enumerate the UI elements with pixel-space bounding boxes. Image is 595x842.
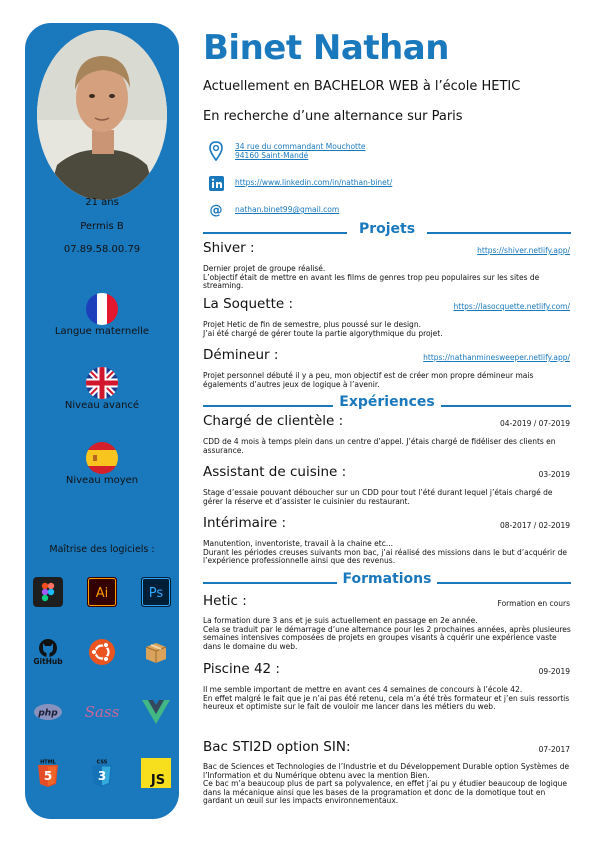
formation-title: Hetic :	[203, 593, 247, 609]
full-name: Binet Nathan	[203, 28, 449, 68]
spain-flag-icon	[86, 442, 118, 474]
email-row	[207, 201, 225, 219]
linkedin-icon	[207, 174, 225, 192]
projects-title: Projets	[358, 221, 416, 237]
project-title: Démineur :	[203, 347, 279, 363]
experience-description: CDD de 4 mois à temps plein dans un centre d’appel. J’étais chargé de fidéliser des clients en assurance.	[203, 437, 556, 455]
photoshop-icon	[141, 577, 171, 607]
current-status: Actuellement en BACHELOR WEB à l’école HETIC	[203, 79, 521, 94]
experiences-title: Expériences	[339, 394, 435, 410]
illustrator-icon	[87, 577, 117, 607]
address-line2[interactable]: 94160 Saint-Mandé	[235, 151, 309, 160]
github-icon	[33, 637, 63, 667]
formation-date: 09-2019	[538, 667, 570, 676]
phone-number: 07.89.58.00.79	[63, 244, 141, 255]
age: 21 ans	[85, 197, 119, 208]
project-description	[203, 321, 572, 338]
project-description	[203, 265, 572, 291]
ubuntu-icon	[87, 637, 117, 667]
project-description-text: Dernier projet de groupe réalisé. L’objectif était de mettre en avant les films de genres trop peu populaires sur les sites de streaming.	[203, 264, 540, 291]
language-level-french: Langue maternelle	[54, 326, 150, 337]
javascript-icon	[141, 758, 171, 788]
language-level-english: Niveau avancé	[64, 400, 140, 411]
experience-date: 04-2019 / 07-2019	[500, 419, 570, 428]
css3-icon	[87, 758, 117, 788]
formation-date: Formation en cours	[497, 599, 570, 608]
project-title: La Soquette :	[203, 296, 294, 312]
formation-title: Bac STI2D option SIN:	[203, 739, 351, 755]
experience-description: Manutention, inventoriste, travail à la chaine etc... Durant les périodes creuses suivants mon bac, j’ai réalisé des missions dans le but d’acquérir de l’expérience professionnelle ainsi que des revenus.	[203, 539, 567, 566]
at-sign-icon: @	[209, 202, 223, 218]
sass-label: Sass	[85, 703, 119, 721]
formations-section-header	[203, 571, 571, 590]
linkedin-link[interactable]: https://www.linkedin.com/in/nathan-binet/	[235, 178, 393, 187]
formation-description: La formation dure 3 ans et je suis actuellement en passage en 2e année. Cela se traduit par le démarrage d’une alternance pour les 2 prochaines années, après plusieures semaines intensives composées de projets en groupes visants à cquérir une expérience vaste dans le domaine du web.	[203, 616, 571, 651]
php-label: php	[38, 708, 58, 719]
figma-icon	[33, 577, 63, 607]
email-link[interactable]: nathan.binet99@gmail.com	[235, 205, 340, 214]
experiences-section-header	[203, 394, 571, 413]
project-description	[203, 372, 572, 389]
vue-icon	[141, 697, 171, 727]
project-description-text: Projet personnel débuté il y a peu, mon objectif est de créer mon propre démineur mais égalements d’autres jeux de logique à l’avenir.	[203, 371, 534, 389]
formation-date: 07-2017	[538, 745, 570, 754]
project-link[interactable]: https://shiver.netlify.app/	[477, 246, 570, 255]
linkedin-row	[207, 174, 225, 192]
software-title: Maîtrise des logiciels :	[49, 544, 155, 555]
project-title: Shiver :	[203, 240, 255, 256]
html5-icon	[33, 758, 63, 788]
location-pin-icon	[207, 142, 225, 160]
experience-date: 08-2017 / 02-2019	[500, 521, 570, 530]
experience-title: Chargé de clientèle :	[203, 413, 344, 429]
uk-flag-icon	[86, 367, 118, 399]
job-search: En recherche d’une alternance sur Paris	[203, 109, 463, 124]
html5-label: HTML	[40, 759, 56, 766]
svg-text:Ps: Ps	[148, 586, 164, 601]
formation-title: Piscine 42 :	[203, 661, 280, 677]
experience-title: Assistant de cuisine :	[203, 464, 347, 480]
github-label: GitHub	[33, 657, 63, 666]
svg-text:3: 3	[97, 769, 107, 783]
experience-date: 03-2019	[538, 470, 570, 479]
address-line1[interactable]: 34 rue du commandant Mouchotte	[235, 142, 366, 151]
formation-description: Bac de Sciences et Technologies de l’Industrie et du Développement Durable option Systèmes de l’Information et du Numérique obtenu avec la mention Bien. Ce bac m’a beaucoup plus de part sa polyvalence, en effet j’ai pu y étudier beaucoup de logique dans la mécanique ainsi que les bases de la programation et donc de la domotique tout en gardant un œuil sur les impacts environnementaux.	[203, 762, 570, 806]
address-row	[207, 142, 225, 160]
php-icon	[33, 697, 63, 727]
svg-text:5: 5	[43, 769, 53, 783]
formation-description: Il me semble important de mettre en avant ces 4 semaines de concours à l’école 42. En effet malgré le fait que je n’ai pas été retenu, cela m’a été très formateur et j’en suis ressortis heureux et optimiste sur le fait de vouloir me lancer dans les métiers du web.	[203, 685, 570, 712]
sass-icon	[85, 697, 119, 727]
project-link[interactable]: https://nathanminesweeper.netlify.app/	[423, 353, 570, 362]
language-level-spanish: Niveau moyen	[65, 475, 139, 486]
sidebar	[25, 23, 179, 819]
svg-text:Ai: Ai	[95, 586, 109, 601]
profile-photo	[37, 30, 167, 200]
experience-title: Intérimaire :	[203, 515, 287, 531]
package-icon	[141, 637, 171, 667]
js-label: JS	[150, 773, 166, 788]
projects-section-header	[203, 221, 571, 240]
project-link[interactable]: https://lasocquette.netlify.com/	[453, 302, 570, 311]
project-description-text: Projet Hetic de fin de semestre, plus poussé sur le design. J’ai été chargé de gérer toute la partie algorythmique du projet.	[203, 320, 443, 338]
france-flag-icon	[86, 293, 118, 325]
driving-license: Permis B	[80, 221, 124, 232]
formations-title: Formations	[342, 571, 432, 587]
css3-label: CSS	[96, 759, 108, 766]
experience-description: Stage d’essaie pouvant déboucher sur un CDD pour tout l’été durant lequel j’étais chargé de gérer la réserve et d’assister le cuisinier du restaurant.	[203, 488, 553, 506]
